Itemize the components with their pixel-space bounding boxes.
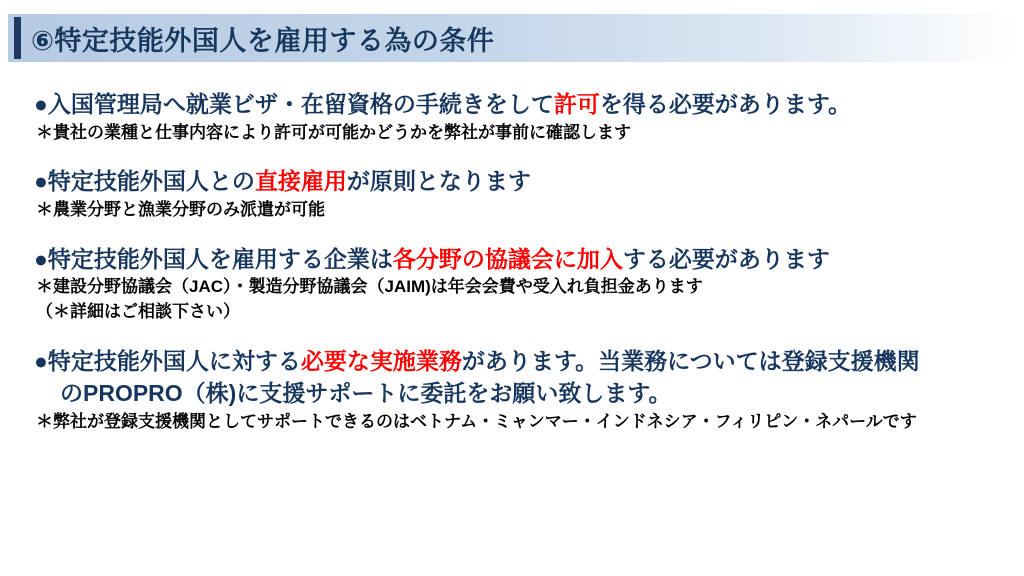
bullet-highlight-3: 各分野の協議会に加入 <box>392 245 623 272</box>
bullet-highlight-1: 許可 <box>553 91 600 117</box>
slide-title-bar <box>8 14 1016 62</box>
title-accent-bar <box>14 17 21 59</box>
bullet-text-prefix-4: ●特定技能外国人に対する <box>34 347 301 374</box>
bullet-line-1 <box>34 88 1004 121</box>
bullet-text-suffix-3: する必要があります <box>622 245 830 272</box>
bullet-line-3 <box>34 243 1004 276</box>
content-block-1 <box>34 88 1004 145</box>
note-line-3-1: ＊建設分野協議会（JAC）・製造分野協議会（JAIM)は年会会費や受入れ負担金あります <box>36 277 703 297</box>
spacer-2 <box>34 225 1004 243</box>
bullet-line-4 <box>34 345 1004 378</box>
page-title: ⑥特定技能外国人を雇用する為の条件 <box>31 25 495 56</box>
bullet-line-2 <box>34 165 1004 198</box>
slide-body <box>34 88 1004 436</box>
note-line-1-1: ＊貴社の業種と仕事内容により許可が可能かどうかを弊社が事前に確認します <box>36 122 631 142</box>
bullet-text-prefix-1: ●入国管理局へ就業ビザ・在留資格の手続きをして <box>34 91 554 117</box>
content-block-4 <box>34 345 1004 435</box>
content-block-3 <box>34 243 1004 325</box>
note-line-3-2: （＊詳細はご相談下さい） <box>36 301 240 321</box>
note-line-4-1: ＊弊社が登録支援機関としてサポートできるのはベトナム・ミャンマー・インドネシア・フィリピン・ネパールです <box>36 411 917 431</box>
bullet-highlight-4: 必要な実施業務 <box>300 347 462 374</box>
bullet-text-prefix-3: ●特定技能外国人を雇用する企業は <box>34 245 393 272</box>
content-block-2 <box>34 165 1004 222</box>
spacer-1 <box>34 147 1004 165</box>
note-line-2-1: ＊農業分野と漁業分野のみ派遣が可能 <box>36 199 325 219</box>
bullet-text-suffix-4: があります。当業務については登録支援機関 <box>461 347 920 374</box>
bullet-line-4-continued: のPROPRO（株)に支援サポートに委託をお願い致します。 <box>60 380 672 407</box>
bullet-text-suffix-2: が原則となります <box>346 168 531 195</box>
bullet-text-prefix-2: ●特定技能外国人との <box>34 168 255 195</box>
bullet-highlight-2: 直接雇用 <box>254 168 347 195</box>
bullet-text-suffix-1: を得る必要があります。 <box>599 91 852 117</box>
spacer-3 <box>34 327 1004 345</box>
